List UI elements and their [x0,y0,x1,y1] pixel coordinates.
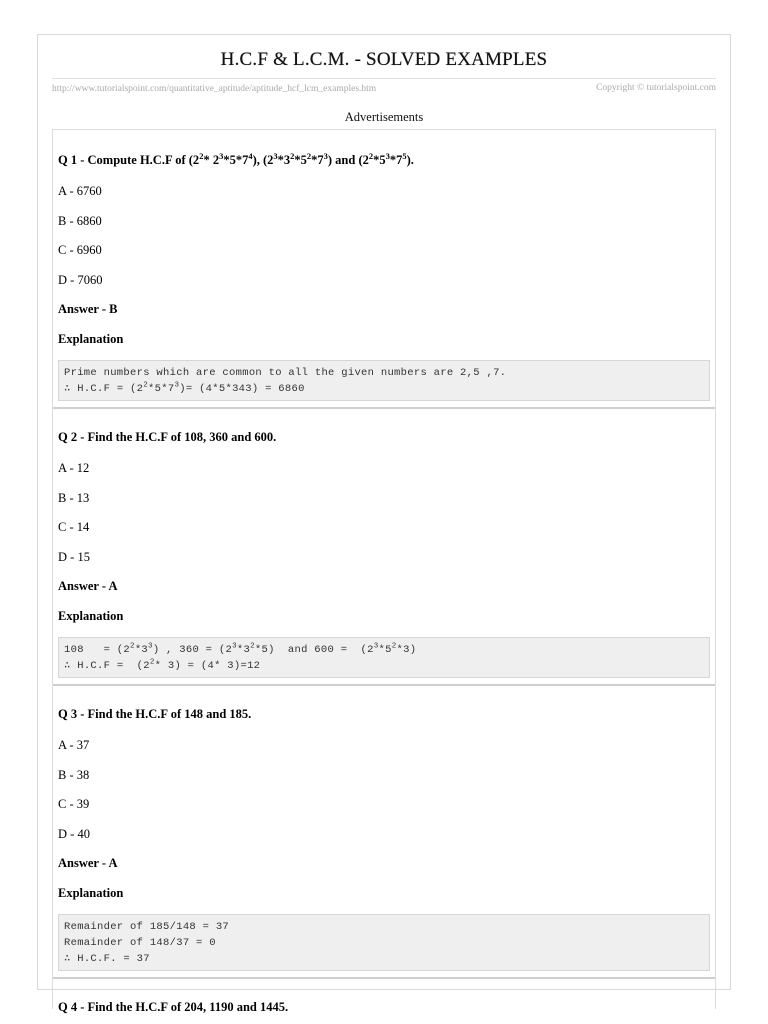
answer-option: A - 37 [58,738,90,752]
answer-option: C - 39 [58,797,90,811]
answer-text: Answer - A [58,856,118,870]
explanation-line: ∴ $H.C.F = (2^2*5*7^3)= (4*5*343) = 6860$ [64,381,305,395]
advertisements-label: Advertisements [344,110,424,124]
explanation-code-block [58,914,710,971]
answer-option: B - 38 [58,767,90,782]
explanation-line: $108 = (2^2*3^3)$ , $360 = (2^3*3^2*5)$ and $600 = (2^3*5^2*3)$ [64,642,417,656]
answer-option: C - 14 [58,520,90,534]
question-divider [53,977,715,979]
questions-container [52,129,716,1014]
explanation-code-block [58,360,710,401]
question-text: Q 1 - Compute H.C.F of ($2^2*$ $2^3*5*7^4$), $(2^3*3^2*5^2*7^3)$ and $(2^2*5^3*7^5)$. [58,150,414,167]
question-divider [53,684,715,686]
answer-option: B - 6860 [58,213,102,228]
page-title: H.C.F & L.C.M. - SOLVED EXAMPLES [220,49,548,70]
question-text: Q 4 - Find the H.C.F of 204, 1190 and 1445. [58,1000,289,1014]
copyright-notice: Copyright © tutorialspoint.com [596,83,716,93]
explanation-label: Explanation [58,608,124,623]
explanation-label: Explanation [58,331,124,346]
answer-option: B - 13 [58,490,90,505]
question-divider [53,407,715,409]
explanation-line: ∴ H.C.F. = 37 [64,953,150,965]
explanation-code-block [58,637,710,678]
answer-option: A - 12 [58,461,90,475]
explanation-label: Explanation [58,885,124,900]
answer-option: D - 40 [58,826,90,841]
answer-option: A - 6760 [58,184,102,198]
explanation-line: Prime numbers which are common to all the given numbers are 2,5 ,7. [64,367,507,379]
question-text: Q 2 - Find the H.C.F of 108, 360 and 600. [58,430,277,444]
explanation-line: ∴ $H.C.F = (2^2*$ 3) = (4* 3)=12 [64,658,261,672]
answer-option: C - 6960 [58,243,102,257]
explanation-line: Remainder of 185/148 = 37 [64,921,230,933]
question-text: Q 3 - Find the H.C.F of 148 and 185. [58,707,252,721]
answer-text: Answer - B [58,302,118,316]
answer-option: D - 7060 [58,272,103,287]
page-frame [37,34,731,1014]
source-url[interactable]: http://www.tutorialspoint.com/quantitative_aptitude/aptitude_hcf_lcm_examples.htm [52,84,377,94]
answer-option: D - 15 [58,549,90,564]
source-bar [52,78,716,99]
explanation-line: Remainder of 148/37 = 0 [64,937,216,949]
answer-text: Answer - A [58,579,118,593]
